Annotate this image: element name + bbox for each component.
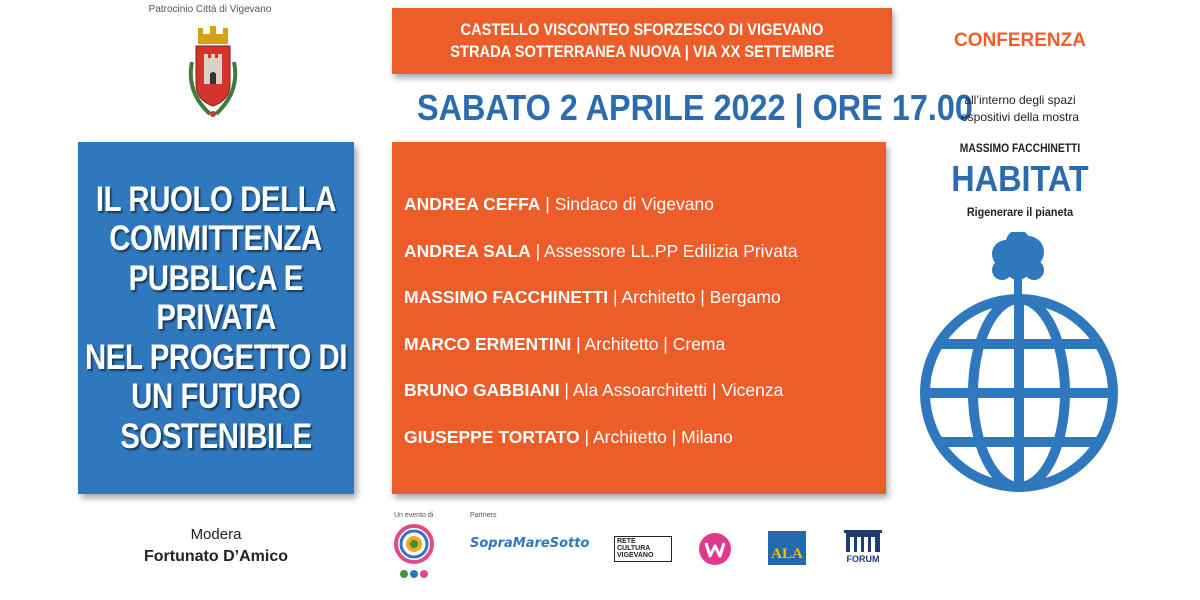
title-line: PRIVATA [156, 298, 276, 338]
venue-line-1: CASTELLO VISCONTEO SFORZESCO DI VIGEVANO [460, 20, 824, 39]
venue-box [392, 8, 892, 74]
moderator-label: Modera [190, 526, 242, 543]
speaker-role: | Architetto | Crema [571, 334, 726, 354]
conference-label: CONFERENZA [954, 30, 1086, 51]
exhibition-intro [930, 92, 1110, 126]
exhibition-author: MASSIMO FACCHINETTI [959, 141, 1081, 155]
organizer-logo-icon [392, 522, 436, 582]
speaker-role: | Sindaco di Vigevano [540, 194, 714, 214]
rete-cultura-line: VIGEVANO [617, 552, 654, 559]
forum-building-icon [842, 528, 884, 554]
speaker-row [404, 380, 783, 401]
speaker-name: ANDREA CEFFA [404, 194, 541, 214]
speaker-row [404, 334, 725, 355]
city-crest-icon [182, 22, 244, 122]
speaker-row [404, 287, 781, 308]
sopramaresotto-logo: SopraMareSotto [470, 536, 590, 551]
speaker-row [404, 241, 798, 262]
speaker-role: | Architetto | Milano [579, 427, 733, 447]
speaker-name: ANDREA SALA [404, 241, 531, 261]
intro-line: all’interno degli spazi [964, 93, 1076, 107]
moderator-name: Fortunato D’Amico [144, 548, 288, 565]
venue-line-2: STRADA SOTTERRANEA NUOVA | VIA XX SETTEMBRE [449, 42, 835, 61]
speaker-name: MASSIMO FACCHINETTI [404, 287, 609, 307]
speakers-box [392, 142, 886, 494]
partners-label: Partners [470, 512, 497, 519]
title-line: COMMITTENZA [109, 219, 323, 259]
globe-with-tree-icon [916, 232, 1122, 500]
speaker-name: GIUSEPPE TORTATO [404, 427, 580, 447]
rete-cultura-line: RETE [617, 538, 636, 545]
date-time: SABATO 2 APRILE 2022 | ORE 17.00 [417, 87, 973, 128]
exhibition-subtitle: Rigenerare il pianeta [966, 205, 1074, 219]
speaker-role: | Ala Assoarchitetti | Vicenza [559, 380, 784, 400]
speaker-role: | Assessore LL.PP Edilizia Privata [530, 241, 798, 261]
patrocinio-text: Patrocinio Città di Vigevano [148, 4, 272, 15]
speaker-name: BRUNO GABBIANI [404, 380, 560, 400]
title-line: SOSTENIBILE [120, 416, 312, 456]
rete-cultura-line: CULTURA [617, 545, 651, 552]
speaker-name: MARCO ERMENTINI [404, 334, 572, 354]
speaker-row [404, 194, 714, 215]
exhibition-title: HABITAT [951, 158, 1089, 199]
intro-line: espositivi della mostra [960, 110, 1080, 124]
title-line: UN FUTURO [131, 377, 301, 417]
title-box [78, 142, 354, 494]
forum-logo-text: FORUM [846, 554, 880, 564]
rete-cultura-logo [614, 536, 672, 562]
w-brand-logo-icon [698, 532, 732, 566]
speaker-row [404, 427, 733, 448]
ala-logo: ALA [768, 531, 806, 565]
speaker-role: | Architetto | Bergamo [608, 287, 781, 307]
title-line: IL RUOLO DELLA [95, 179, 337, 219]
title-line: PUBBLICA E [128, 258, 304, 298]
title-line: NEL PROGETTO DI [84, 337, 348, 377]
event-organizer-label: Un evento di [394, 512, 434, 519]
